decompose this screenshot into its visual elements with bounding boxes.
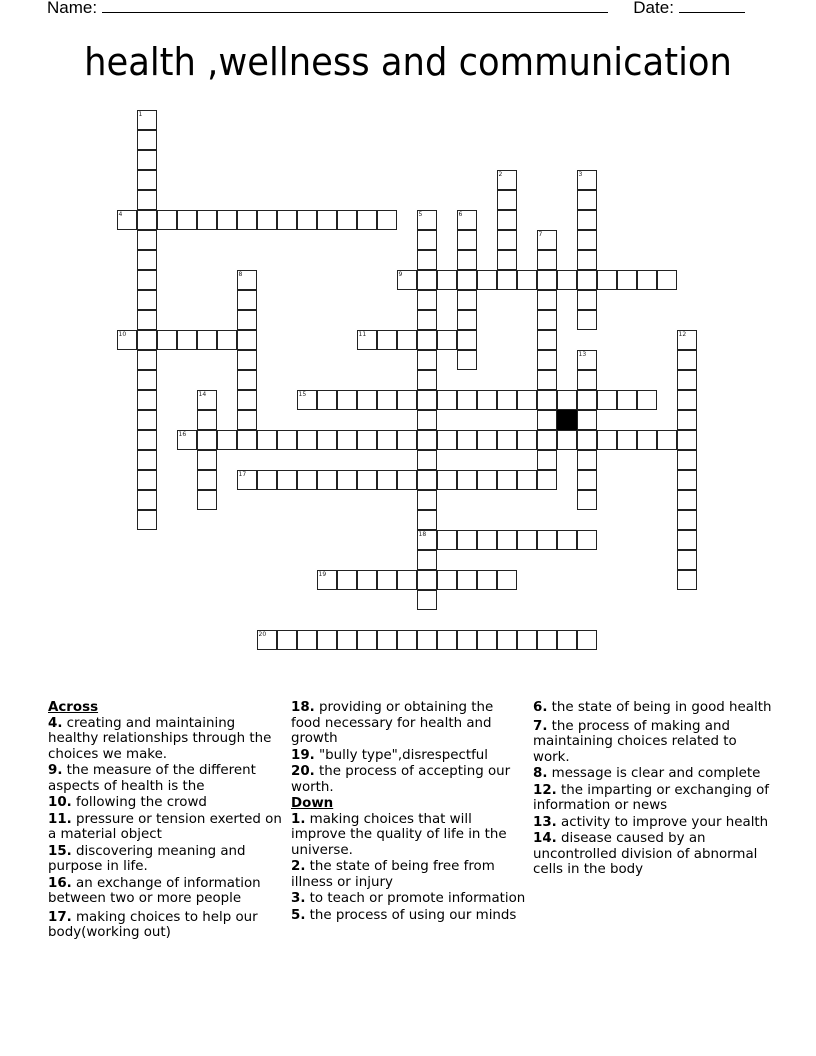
grid-cell[interactable] (497, 230, 517, 250)
grid-cell[interactable] (537, 390, 557, 410)
clue-across-9: 9. the measure of the different aspects of health is the (48, 763, 256, 794)
grid-cell[interactable] (537, 410, 557, 430)
grid-cell[interactable] (417, 310, 437, 330)
grid-cell[interactable] (317, 570, 337, 590)
grid-cell[interactable] (637, 270, 657, 290)
clue-number: 7 (538, 230, 543, 238)
grid-cell[interactable] (617, 270, 637, 290)
grid-cell[interactable] (417, 590, 437, 610)
grid-cell[interactable] (577, 530, 597, 550)
clue-down-5: 5. the process of using our minds (291, 907, 517, 923)
grid-cell[interactable] (457, 430, 477, 450)
grid-cell[interactable] (617, 390, 637, 410)
grid-cell[interactable] (377, 330, 397, 350)
grid-cell[interactable] (137, 290, 157, 310)
grid-cell[interactable] (457, 390, 477, 410)
grid-cell[interactable] (277, 470, 297, 490)
grid-cell[interactable] (337, 430, 357, 450)
clue-number: 12 (678, 330, 687, 338)
grid-cell[interactable] (677, 430, 697, 450)
grid-cell[interactable] (457, 330, 477, 350)
grid-cell[interactable] (137, 410, 157, 430)
grid-cell[interactable] (457, 230, 477, 250)
grid-cell[interactable] (397, 470, 417, 490)
grid-cell[interactable] (197, 330, 217, 350)
grid-cell[interactable] (537, 290, 557, 310)
clue-across-4: 4. creating and maintaining healthy relationships through the choices we make. (48, 715, 272, 762)
grid-cell[interactable] (677, 570, 697, 590)
grid-cell[interactable] (297, 390, 317, 410)
grid-cell[interactable] (357, 330, 377, 350)
grid-cell[interactable] (497, 170, 517, 190)
grid-cell[interactable] (197, 390, 217, 410)
grid-cell[interactable] (577, 390, 597, 410)
grid-cell[interactable] (337, 630, 357, 650)
clue-number: 3 (578, 170, 583, 178)
grid-cell[interactable] (177, 430, 197, 450)
clue-number: 16 (178, 430, 187, 438)
grid-cell[interactable] (677, 510, 697, 530)
grid-cell[interactable] (457, 530, 477, 550)
clue-down-14: 14. disease caused by an uncontrolled division of abnormal cells in the body (533, 831, 758, 877)
grid-cell[interactable] (457, 290, 477, 310)
grid-cell[interactable] (417, 570, 437, 590)
grid-cell[interactable] (137, 490, 157, 510)
grid-cell[interactable] (237, 330, 257, 350)
grid-cell[interactable] (397, 330, 417, 350)
grid-cell[interactable] (517, 530, 537, 550)
grid-cell[interactable] (417, 470, 437, 490)
grid-cell[interactable] (417, 270, 437, 290)
grid-cell[interactable] (197, 470, 217, 490)
grid-cell[interactable] (417, 230, 437, 250)
grid-cell[interactable] (237, 290, 257, 310)
clue-number: 9 (398, 270, 403, 278)
grid-cell[interactable] (377, 210, 397, 230)
clue-across-18: 18. providing or obtaining the food necessary for health and growth (291, 700, 494, 746)
grid-cell[interactable] (457, 570, 477, 590)
clue-number: 10 (118, 330, 127, 338)
grid-cell[interactable] (557, 390, 577, 410)
grid-cell[interactable] (537, 470, 557, 490)
grid-cell[interactable] (317, 470, 337, 490)
grid-cell[interactable] (537, 450, 557, 470)
grid-cell[interactable] (597, 390, 617, 410)
clue-number: 5 (418, 210, 423, 218)
grid-cell[interactable] (417, 350, 437, 370)
grid-cell[interactable] (417, 250, 437, 270)
grid-cell[interactable] (277, 630, 297, 650)
clues-column-3 (533, 700, 773, 879)
clues-column-2 (291, 700, 527, 924)
grid-cell[interactable] (577, 190, 597, 210)
name-field[interactable] (102, 0, 608, 13)
grid-cell[interactable] (357, 570, 377, 590)
grid-cell[interactable] (117, 210, 137, 230)
grid-cell[interactable] (437, 530, 457, 550)
clue-across-10: 10. following the crowd (48, 795, 207, 810)
grid-cell[interactable] (677, 450, 697, 470)
grid-cell[interactable] (417, 290, 437, 310)
grid-cell[interactable] (397, 270, 417, 290)
clue-across-20: 20. the process of accepting our worth. (291, 764, 511, 795)
grid-cell[interactable] (557, 270, 577, 290)
grid-cell[interactable] (677, 530, 697, 550)
grid-cell[interactable] (137, 390, 157, 410)
grid-cell[interactable] (197, 430, 217, 450)
grid-cell[interactable] (117, 330, 137, 350)
clue-across-15: 15. discovering meaning and purpose in life. (48, 843, 246, 874)
grid-cell[interactable] (277, 210, 297, 230)
down-heading: Down (291, 796, 334, 811)
grid-cell[interactable] (257, 430, 277, 450)
grid-cell[interactable] (537, 370, 557, 390)
grid-cell[interactable] (657, 430, 677, 450)
grid-cell[interactable] (677, 350, 697, 370)
grid-cell[interactable] (397, 390, 417, 410)
grid-cell[interactable] (517, 430, 537, 450)
grid-cell[interactable] (297, 630, 317, 650)
grid-cell[interactable] (437, 470, 457, 490)
grid-cell[interactable] (497, 270, 517, 290)
grid-cell[interactable] (197, 490, 217, 510)
grid-cell[interactable] (417, 390, 437, 410)
grid-cell[interactable] (577, 370, 597, 390)
clue-down-1: 1. making choices that will improve the quality of life in the universe. (291, 811, 507, 858)
clue-down-13: 13. activity to improve your health (533, 814, 769, 830)
clue-down-7: 7. the process of making and maintaining choices related to work. (533, 718, 737, 765)
grid-cell[interactable] (357, 210, 377, 230)
clue-down-12: 12. the imparting or exchanging of information or news (533, 782, 769, 813)
grid-cell[interactable] (577, 250, 597, 270)
date-label: Date: (633, 0, 674, 17)
grid-cell[interactable] (517, 470, 537, 490)
grid-cell[interactable] (137, 370, 157, 390)
grid-cell[interactable] (297, 470, 317, 490)
grid-cell[interactable] (537, 270, 557, 290)
grid-cell[interactable] (217, 430, 237, 450)
grid-cell[interactable] (477, 570, 497, 590)
grid-cell[interactable] (217, 210, 237, 230)
grid-cell[interactable] (457, 470, 477, 490)
clue-number: 13 (578, 350, 587, 358)
grid-cell[interactable] (497, 530, 517, 550)
grid-cell[interactable] (577, 470, 597, 490)
clue-number: 15 (298, 390, 307, 398)
grid-cell[interactable] (537, 530, 557, 550)
clue-number: 1 (138, 110, 143, 118)
grid-cell[interactable] (137, 430, 157, 450)
grid-cell[interactable] (497, 430, 517, 450)
grid-cell[interactable] (577, 270, 597, 290)
grid-cell[interactable] (457, 350, 477, 370)
clue-number: 20 (258, 630, 267, 638)
grid-cell[interactable] (497, 190, 517, 210)
grid-cell[interactable] (637, 390, 657, 410)
grid-cell[interactable] (677, 370, 697, 390)
across-heading: Across (48, 700, 99, 715)
clue-number: 4 (118, 210, 123, 218)
grid-cell[interactable] (577, 170, 597, 190)
grid-cell[interactable] (537, 310, 557, 330)
grid-cell[interactable] (477, 530, 497, 550)
grid-cell[interactable] (577, 290, 597, 310)
grid-cell[interactable] (417, 410, 437, 430)
grid-cell[interactable] (417, 330, 437, 350)
grid-cell[interactable] (457, 270, 477, 290)
grid-cell[interactable] (377, 430, 397, 450)
grid-cell[interactable] (537, 430, 557, 450)
grid-cell[interactable] (137, 330, 157, 350)
grid-cell[interactable] (237, 310, 257, 330)
grid-cell[interactable] (597, 430, 617, 450)
black-cell (557, 410, 577, 430)
grid-cell[interactable] (397, 430, 417, 450)
grid-cell[interactable] (237, 390, 257, 410)
grid-cell[interactable] (457, 630, 477, 650)
grid-cell[interactable] (417, 530, 437, 550)
grid-cell[interactable] (137, 150, 157, 170)
grid-cell[interactable] (677, 550, 697, 570)
grid-cell[interactable] (437, 430, 457, 450)
grid-cell[interactable] (237, 350, 257, 370)
grid-cell[interactable] (477, 630, 497, 650)
grid-cell[interactable] (357, 630, 377, 650)
grid-cell[interactable] (517, 630, 537, 650)
grid-cell[interactable] (137, 250, 157, 270)
grid-cell[interactable] (677, 330, 697, 350)
grid-cell[interactable] (577, 490, 597, 510)
grid-cell[interactable] (337, 570, 357, 590)
clue-number: 18 (418, 530, 427, 538)
grid-cell[interactable] (137, 310, 157, 330)
clue-number: 19 (318, 570, 327, 578)
grid-cell[interactable] (577, 410, 597, 430)
grid-cell[interactable] (397, 570, 417, 590)
grid-cell[interactable] (577, 310, 597, 330)
grid-cell[interactable] (557, 530, 577, 550)
grid-cell[interactable] (577, 230, 597, 250)
grid-cell[interactable] (417, 370, 437, 390)
grid-cell[interactable] (337, 390, 357, 410)
name-label: Name: (47, 0, 98, 17)
grid-cell[interactable] (137, 190, 157, 210)
grid-cell[interactable] (137, 510, 157, 530)
header (47, 0, 745, 18)
grid-cell[interactable] (137, 110, 157, 130)
grid-cell[interactable] (537, 350, 557, 370)
grid-cell[interactable] (677, 470, 697, 490)
grid-cell[interactable] (297, 210, 317, 230)
grid-cell[interactable] (417, 490, 437, 510)
grid-cell[interactable] (337, 470, 357, 490)
grid-cell[interactable] (577, 210, 597, 230)
grid-cell[interactable] (497, 470, 517, 490)
clue-number: 8 (238, 270, 243, 278)
date-field[interactable] (679, 0, 745, 13)
grid-cell[interactable] (577, 350, 597, 370)
grid-cell[interactable] (137, 170, 157, 190)
grid-cell[interactable] (657, 270, 677, 290)
grid-cell[interactable] (437, 270, 457, 290)
grid-cell[interactable] (557, 630, 577, 650)
grid-cell[interactable] (677, 390, 697, 410)
clue-across-16: 16. an exchange of information between two or more people (48, 875, 261, 906)
grid-cell[interactable] (577, 430, 597, 450)
grid-cell[interactable] (377, 470, 397, 490)
grid-cell[interactable] (197, 450, 217, 470)
grid-cell[interactable] (677, 410, 697, 430)
grid-cell[interactable] (377, 390, 397, 410)
grid-cell[interactable] (397, 630, 417, 650)
grid-cell[interactable] (357, 390, 377, 410)
grid-cell[interactable] (377, 570, 397, 590)
page-title: health ,wellness and communication (84, 40, 732, 84)
grid-cell[interactable] (417, 210, 437, 230)
grid-cell[interactable] (417, 430, 437, 450)
crossword-grid (117, 110, 717, 670)
grid-cell[interactable] (537, 230, 557, 250)
grid-cell[interactable] (177, 210, 197, 230)
grid-cell[interactable] (537, 330, 557, 350)
grid-cell[interactable] (137, 270, 157, 290)
grid-cell[interactable] (137, 470, 157, 490)
clues-column-1 (48, 700, 284, 942)
grid-cell[interactable] (137, 230, 157, 250)
grid-cell[interactable] (197, 410, 217, 430)
grid-cell[interactable] (137, 210, 157, 230)
clue-across-11: 11. pressure or tension exerted on a material object (48, 811, 282, 842)
grid-cell[interactable] (237, 410, 257, 430)
grid-cell[interactable] (617, 430, 637, 450)
grid-cell[interactable] (237, 470, 257, 490)
grid-cell[interactable] (437, 630, 457, 650)
grid-cell[interactable] (177, 330, 197, 350)
grid-cell[interactable] (317, 210, 337, 230)
grid-cell[interactable] (237, 430, 257, 450)
clue-number: 11 (358, 330, 367, 338)
grid-cell[interactable] (337, 210, 357, 230)
grid-cell[interactable] (217, 330, 237, 350)
grid-cell[interactable] (537, 630, 557, 650)
grid-cell[interactable] (357, 430, 377, 450)
grid-cell[interactable] (237, 210, 257, 230)
grid-cell[interactable] (457, 250, 477, 270)
clue-number: 17 (238, 470, 247, 478)
grid-cell[interactable] (137, 350, 157, 370)
grid-cell[interactable] (257, 470, 277, 490)
grid-cell[interactable] (257, 630, 277, 650)
grid-cell[interactable] (317, 430, 337, 450)
grid-cell[interactable] (357, 470, 377, 490)
clue-across-17: 17. making choices to help our body(working out) (48, 909, 258, 940)
grid-cell[interactable] (577, 630, 597, 650)
grid-cell[interactable] (517, 270, 537, 290)
grid-cell[interactable] (557, 430, 577, 450)
grid-cell[interactable] (457, 210, 477, 230)
grid-cell[interactable] (197, 210, 217, 230)
clue-down-8: 8. message is clear and complete (533, 766, 761, 781)
grid-cell[interactable] (497, 390, 517, 410)
grid-cell[interactable] (597, 270, 617, 290)
grid-cell[interactable] (297, 430, 317, 450)
grid-cell[interactable] (537, 250, 557, 270)
grid-cell[interactable] (237, 370, 257, 390)
grid-cell[interactable] (437, 390, 457, 410)
grid-cell[interactable] (417, 550, 437, 570)
grid-cell[interactable] (477, 270, 497, 290)
grid-cell[interactable] (477, 390, 497, 410)
clue-number: 14 (198, 390, 207, 398)
grid-cell[interactable] (497, 630, 517, 650)
grid-cell[interactable] (317, 390, 337, 410)
grid-cell[interactable] (417, 510, 437, 530)
grid-cell[interactable] (477, 430, 497, 450)
grid-cell[interactable] (417, 630, 437, 650)
clue-down-2: 2. the state of being free from illness or injury (291, 859, 495, 890)
grid-cell[interactable] (677, 490, 697, 510)
grid-cell[interactable] (497, 250, 517, 270)
grid-cell[interactable] (137, 130, 157, 150)
grid-cell[interactable] (577, 450, 597, 470)
clue-across-19: 19. "bully type",disrespectful (291, 747, 488, 763)
clue-number: 2 (498, 170, 503, 178)
grid-cell[interactable] (497, 570, 517, 590)
grid-cell[interactable] (277, 430, 297, 450)
grid-cell[interactable] (157, 210, 177, 230)
grid-cell[interactable] (637, 430, 657, 450)
grid-cell[interactable] (417, 450, 437, 470)
grid-cell[interactable] (157, 330, 177, 350)
grid-cell[interactable] (457, 310, 477, 330)
clue-number: 6 (458, 210, 463, 218)
grid-cell[interactable] (517, 390, 537, 410)
grid-cell[interactable] (377, 630, 397, 650)
grid-cell[interactable] (437, 570, 457, 590)
grid-cell[interactable] (477, 470, 497, 490)
grid-cell[interactable] (497, 210, 517, 230)
grid-cell[interactable] (437, 330, 457, 350)
grid-cell[interactable] (257, 210, 277, 230)
clue-down-6: 6. the state of being in good health (533, 700, 772, 715)
grid-cell[interactable] (237, 270, 257, 290)
grid-cell[interactable] (137, 450, 157, 470)
clue-down-3: 3. to teach or promote information (291, 891, 526, 906)
grid-cell[interactable] (317, 630, 337, 650)
